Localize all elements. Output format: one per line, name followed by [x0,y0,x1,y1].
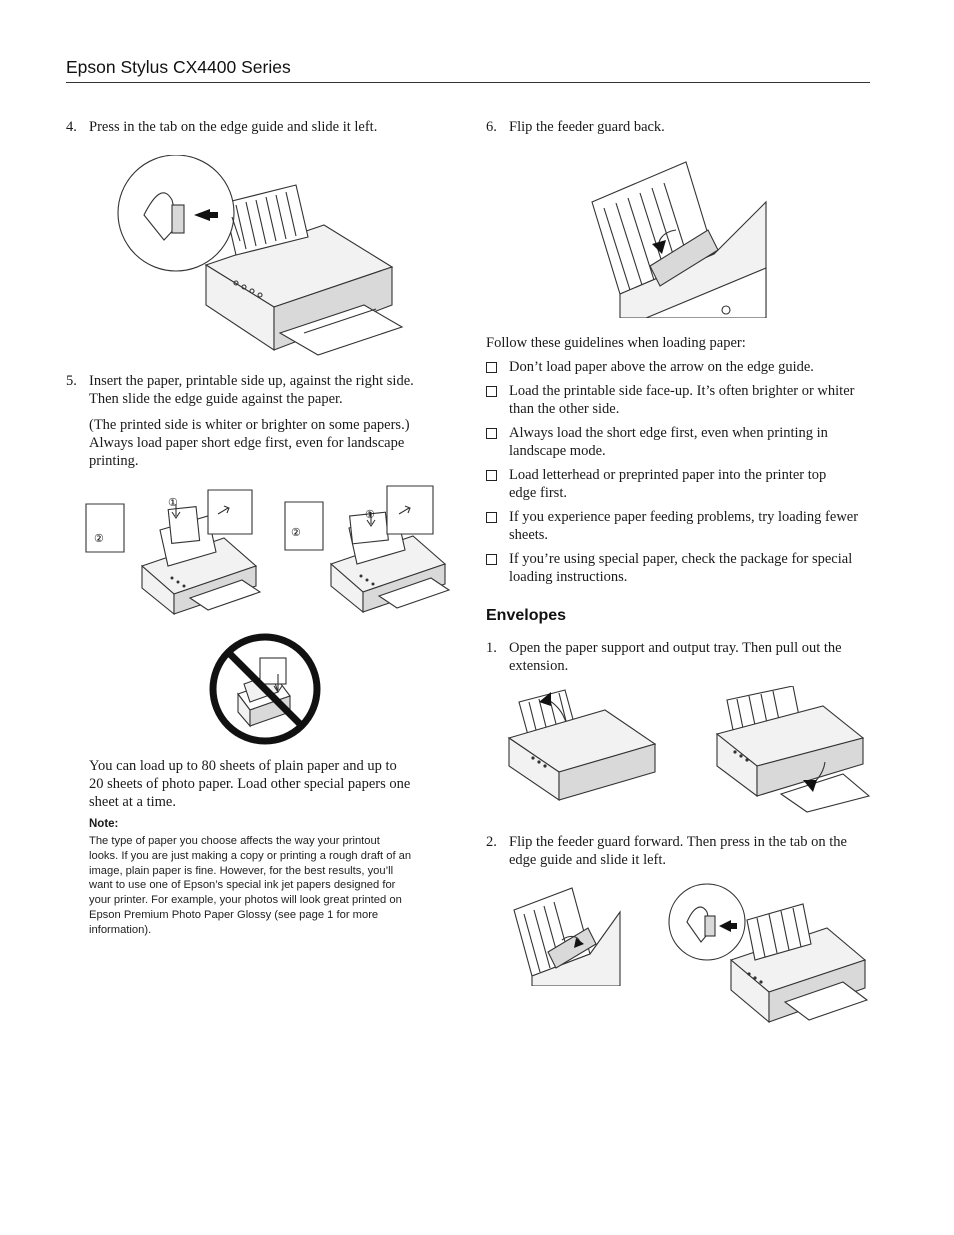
list-item [486,424,870,460]
section-heading-envelopes: Envelopes [486,607,567,624]
item-line-2: loading instructions. [509,569,628,585]
step-number: 1. [486,640,497,656]
item-line-1: Don’t load paper above the arrow on the edge guide. [509,359,814,375]
item-line-1: Load the printable side face-up. It’s often brighter or whiter [509,383,855,399]
note-line-4: want to use one of Epson’s special ink jet papers designed for [89,879,396,892]
list-item [486,466,870,502]
item-line-1: If you’re using special paper, check the package for special [509,551,853,567]
paragraph-line-3: printing. [89,453,139,469]
item-line-1: Load letterhead or preprinted paper into the printer top [509,467,827,483]
figure-edge-guide-slide [114,155,404,360]
figure-load-paper-b [283,484,458,616]
list-item [486,550,870,586]
checkbox-bullet-icon [486,512,497,523]
paragraph-line-1: (The printed side is whiter or brighter on some papers.) [89,417,410,433]
capacity-line-2: 20 sheets of photo paper. Load other special papers one [89,776,411,792]
capacity-line-1: You can load up to 80 sheets of plain paper and up to [89,758,397,774]
checkbox-bullet-icon [486,428,497,439]
figure-open-paper-support [505,688,660,813]
step-text-line-2: edge guide and slide it left. [509,852,667,868]
checkbox-bullet-icon [486,470,497,481]
guidelines-list [486,358,870,592]
list-item [486,358,870,376]
step-text: Press in the tab on the edge guide and slide it left. [89,119,378,135]
step-text-line-2: Then slide the edge guide against the paper. [89,391,343,407]
note-line-3: image, plain paper is fine. However, for the best results, you’ll [89,864,394,877]
note-line-6: Epson Premium Photo Paper Glossy (see page 1 for more [89,908,379,921]
capacity-paragraph [89,757,449,811]
label-two: ② [291,527,301,539]
step-5-note-paragraph [89,416,449,470]
checkbox-bullet-icon [486,554,497,565]
step-number: 2. [486,834,497,850]
note-text [89,834,451,938]
step-number: 5. [66,373,77,389]
note-line-7: information). [89,923,152,936]
paragraph-line-2: Always load paper short edge first, even for landscape [89,435,405,451]
label-one: ① [168,497,178,509]
step-text-line-2: extension. [509,658,569,674]
label-one: ① [365,509,375,521]
item-line-2: edge first. [509,485,567,501]
step-number: 4. [66,119,77,135]
note-line-5: your printer. For example, your photos will look great printed on [89,894,402,907]
note-label: Note: [89,818,119,830]
step-text-line-1: Insert the paper, printable side up, against the right side. [89,373,414,389]
item-line-2: than the other side. [509,401,620,417]
figure-slide-edge-guide-left [667,882,869,1027]
list-item [486,508,870,544]
item-line-2: sheets. [509,527,549,543]
checkbox-bullet-icon [486,362,497,373]
figure-flip-feeder-guard-forward [512,886,624,986]
checkbox-bullet-icon [486,386,497,397]
capacity-line-3: sheet at a time. [89,794,176,810]
note-line-1: The type of paper you choose affects the way your printout [89,835,380,847]
figure-pull-out-extension [713,686,871,814]
list-item [486,382,870,418]
page-title: Epson Stylus CX4400 Series [66,57,291,77]
item-line-1: If you experience paper feeding problems, try loading fewer [509,509,859,525]
figure-no-landscape-loading [208,632,322,746]
step-text: Flip the feeder guard back. [509,119,665,135]
item-line-2: landscape mode. [509,443,606,459]
step-text-line-1: Open the paper support and output tray. Then pull out the [509,640,842,656]
step-text-line-1: Flip the feeder guard forward. Then press in the tab on the [509,834,847,850]
note-line-2: looks. If you are just making a copy or printing a rough draft of an [89,849,412,862]
label-two: ② [94,533,104,545]
step-number: 6. [486,119,497,135]
guidelines-intro: Follow these guidelines when loading paper: [486,335,746,351]
page-header [66,55,870,83]
item-line-1: Always load the short edge first, even when printing in [509,425,828,441]
figure-load-paper-a [84,486,264,618]
figure-flip-feeder-guard-back [590,158,768,318]
